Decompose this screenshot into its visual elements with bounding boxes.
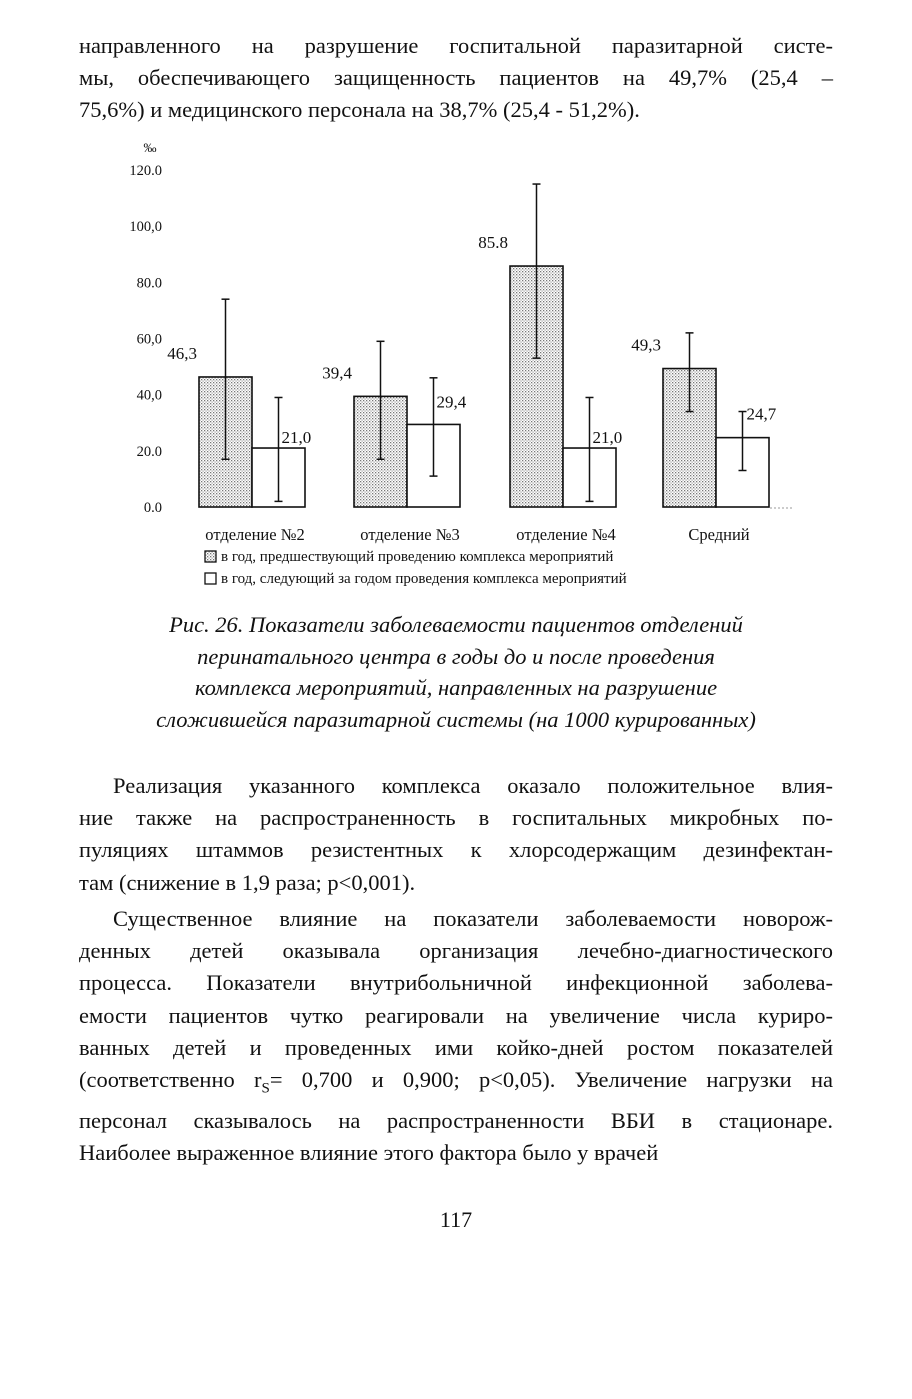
data-label: 85.8 [478,233,508,253]
y-tick-label: 80.0 [136,275,162,292]
bar-chart [0,130,912,605]
text-line: емости пациентов чутко реагировали на увеличение числа куриро- [79,1002,833,1028]
y-tick-label: 100,0 [129,219,162,236]
x-tick-label: отделение №4 [516,525,616,544]
y-tick-label: 120.0 [129,163,162,179]
text-line: там (снижение в 1,9 раза; p<0,001). [79,869,416,895]
caption-line: Рис. 26. Показатели заболеваемости пациентов отделений [169,612,743,637]
text-line: пуляциях штаммов резистентных к хлорсодержащим дезинфектан- [79,837,833,863]
data-label: 46,3 [167,343,197,363]
y-axis-unit-label: ‰ [143,140,157,155]
paragraph-2 [79,770,833,899]
text-fragment: (соответственно r [79,1067,262,1093]
y-tick-label: 60,0 [136,331,162,348]
text-line: Реализация указанного комплекса оказало положительное влия- [113,773,833,798]
page-number: 117 [439,1207,473,1232]
text-line: 75,6%) и медицинского персонала на 38,7% (25,4 - 51,2%). [79,97,640,123]
legend-swatch [205,573,216,584]
legend-swatch [205,551,216,562]
x-tick-label: отделение №2 [205,525,305,544]
caption-line: комплекса мероприятий, направленных на разрушение [194,675,718,700]
text-line: процесса. Показатели внутрибольничной инфекционной заболева- [79,970,833,996]
legend-label: в год, следующий за годом проведения комплекса мероприятий [221,571,627,587]
paragraph-3 [79,903,833,1169]
y-tick-label: 40,0 [136,387,162,404]
text-line: Существенное влияние на показатели заболеваемости новорож- [113,906,833,931]
text-line: мы, обеспечивающего защищенность пациентов на 49,7% (25,4 – [79,65,833,91]
text-line: персонал сказывалось на распространенности ВБИ в стационаре. [79,1107,833,1133]
caption-line: сложившейся паразитарной системы (на 1000 курированных) [156,706,756,732]
text-line: ванных детей и проведенных ими койко-дней ростом показателей [79,1034,833,1060]
caption-line: перинатального центра в годы до и после проведения [197,643,715,669]
data-label: 24,7 [746,404,777,424]
legend-label: в год, предшествующий проведению комплекса мероприятий [221,549,614,565]
subscript: S [261,1080,270,1097]
y-tick-label: 0.0 [143,500,162,516]
top-paragraph [79,30,833,127]
data-label: 21,0 [592,428,623,448]
text-line: Наиболее выраженное влияние этого фактора было у врачей [79,1139,659,1165]
y-tick-label: 20.0 [136,443,162,460]
data-label: 21,0 [281,428,312,448]
text-line-with-subscript [79,1064,833,1105]
x-tick-label: отделение №3 [360,525,460,544]
text-line: направленного на разрушение госпитальной паразитарной систе- [79,33,833,58]
data-label: 49,3 [631,335,661,355]
x-tick-label: Средний [688,525,750,544]
data-label: 29,4 [436,392,467,412]
figure-caption [80,609,832,735]
text-fragment: = 0,700 и 0,900; p<0,05). Увеличение нагрузки на [269,1067,833,1093]
text-line: денных детей оказывала организация лечебно-диагностического [79,938,833,964]
text-line: ние также на распространенность в госпитальных микробных по- [79,805,833,831]
data-label: 39,4 [322,363,352,383]
